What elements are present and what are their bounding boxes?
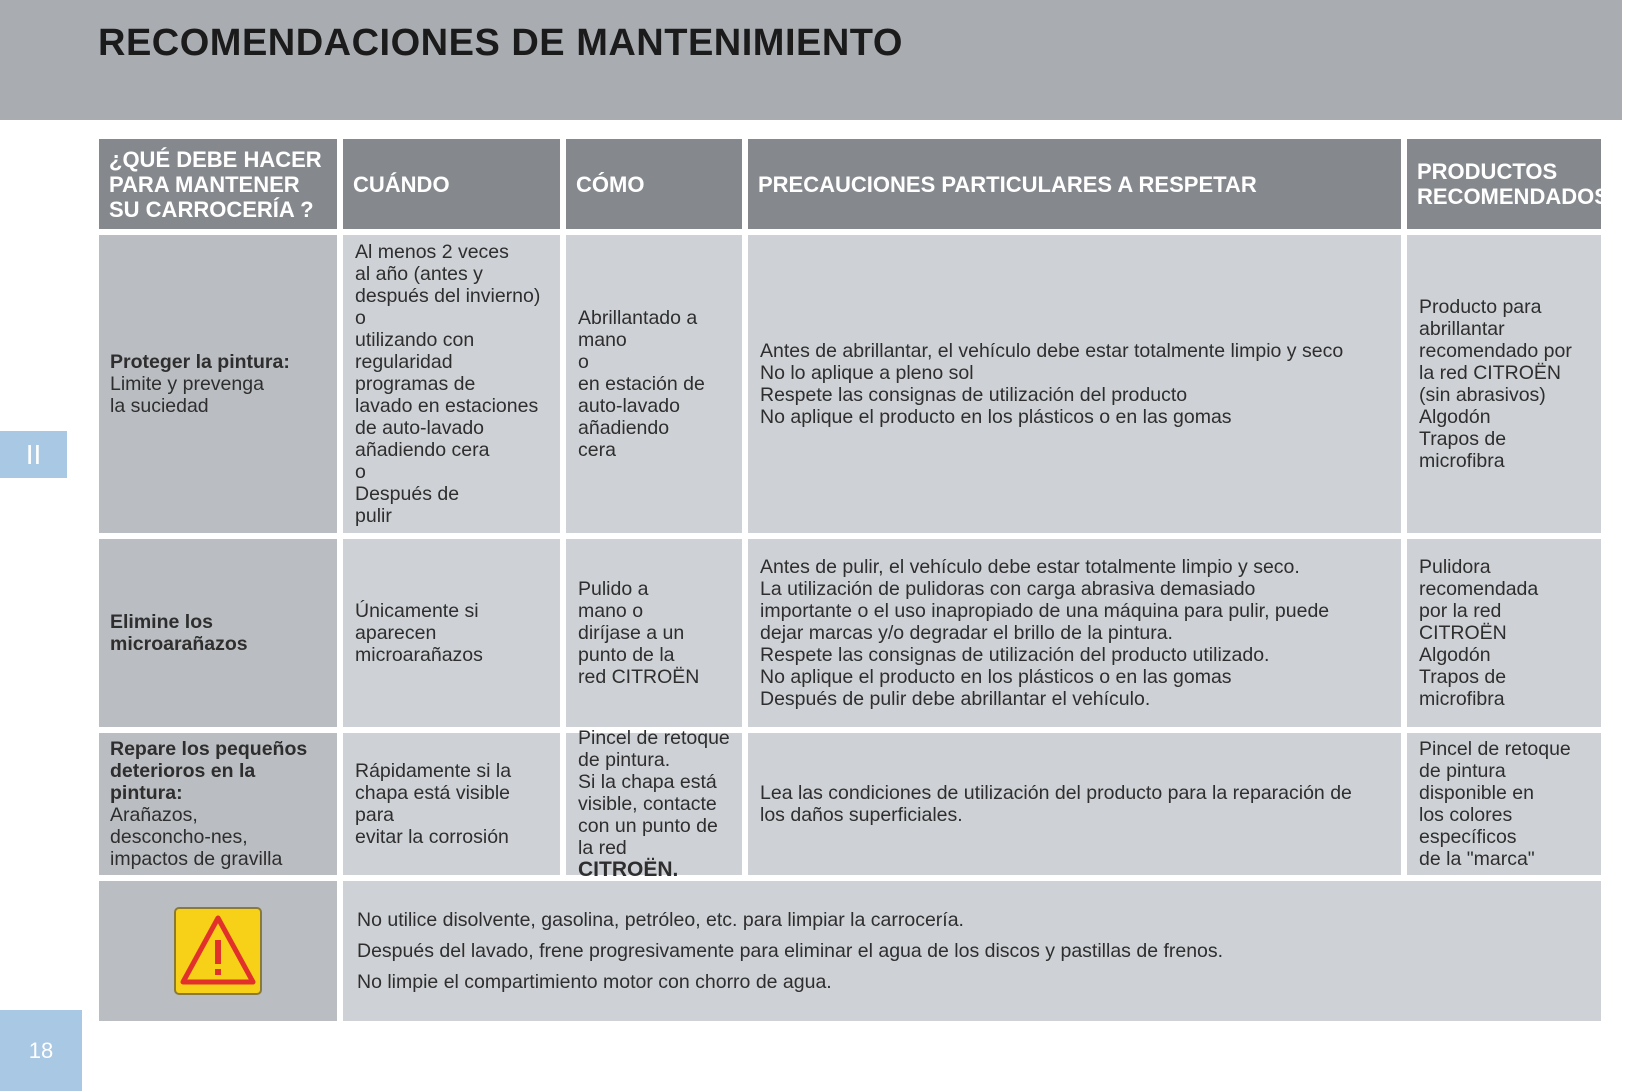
row3-products: Pincel de retoque de pintura disponible en los colores específicos de la "marca" [1407,733,1601,875]
header-when: CUÁNDO [343,139,560,229]
row3-precautions: Lea las condiciones de utilización del producto para la reparación de los daños superficiales. [748,733,1401,875]
warning-text-cell [343,881,1601,1021]
row1-products: Producto para abrillantar recomendado por la red CITROËN (sin abrasivos) Algodón Trapos de microfibra [1407,235,1601,533]
row3-when: Rápidamente si la chapa está visible para evitar la corrosión [343,733,560,875]
row2-precautions: Antes de pulir, el vehículo debe estar totalmente limpio y seco. La utilización de pulidoras con carga abrasiva demasiado importante o el uso inapropiado de una máquina para pulir, puede dejar marcas y/o degradar el brillo de la pintura. Respete las consignas de utilización del producto utilizado. No aplique el producto en los plásticos o en las gomas Después de pulir debe abrillantar el vehículo. [748,539,1401,727]
row2-when: Únicamente si aparecen microarañazos [343,539,560,727]
header-what: ¿QUÉ DEBE HACER PARA MANTENER SU CARROCERÍA ? [99,139,337,229]
row2-products: Pulidora recomendada por la red CITROËN Algodón Trapos de microfibra [1407,539,1601,727]
warning-line: No utilice disolvente, gasolina, petróleo, etc. para limpiar la carrocería. [357,909,964,931]
row1-what: Proteger la pintura: Limite y prevenga la suciedad [99,235,337,533]
header-products: PRODUCTOS RECOMENDADOS [1407,139,1601,229]
row2-what: Elimine los microarañazos [99,539,337,727]
page-number: 18 [0,1010,82,1091]
header-precautions: PRECAUCIONES PARTICULARES A RESPETAR [748,139,1401,229]
warning-icon-cell [99,881,337,1021]
warning-line: No limpie el compartimiento motor con chorro de agua. [357,971,832,993]
row3-what: Repare los pequeños deterioros en la pintura: Arañazos, desconcho-nes, impactos de gravilla [99,733,337,875]
row1-when: Al menos 2 veces al año (antes y después del invierno) o utilizando con regularidad programas de lavado en estaciones de auto-lavado añadiendo cera o Después de pulir [343,235,560,533]
brand-name: CITROËN. [578,858,679,881]
warning-line: Después del lavado, frene progresivamente para eliminar el agua de los discos y pastillas de frenos. [357,940,1224,962]
row3-how: Pincel de retoque de pintura. Si la chapa está visible, contacte con un punto de la red CITROËN. [566,733,742,875]
section-tab: II [0,431,67,478]
row1-precautions: Antes de abrillantar, el vehículo debe estar totalmente limpio y seco No lo aplique a pleno sol Respete las consignas de utilización del producto No aplique el producto en los plásticos o en las gomas [748,235,1401,533]
row1-how: Abrillantado a mano o en estación de auto-lavado añadiendo cera [566,235,742,533]
header-how: CÓMO [566,139,742,229]
page-title: RECOMENDACIONES DE MANTENIMIENTO [98,22,903,64]
row2-how: Pulido a mano o diríjase a un punto de la red CITROËN [566,539,742,727]
warning-triangle-icon [173,906,263,996]
